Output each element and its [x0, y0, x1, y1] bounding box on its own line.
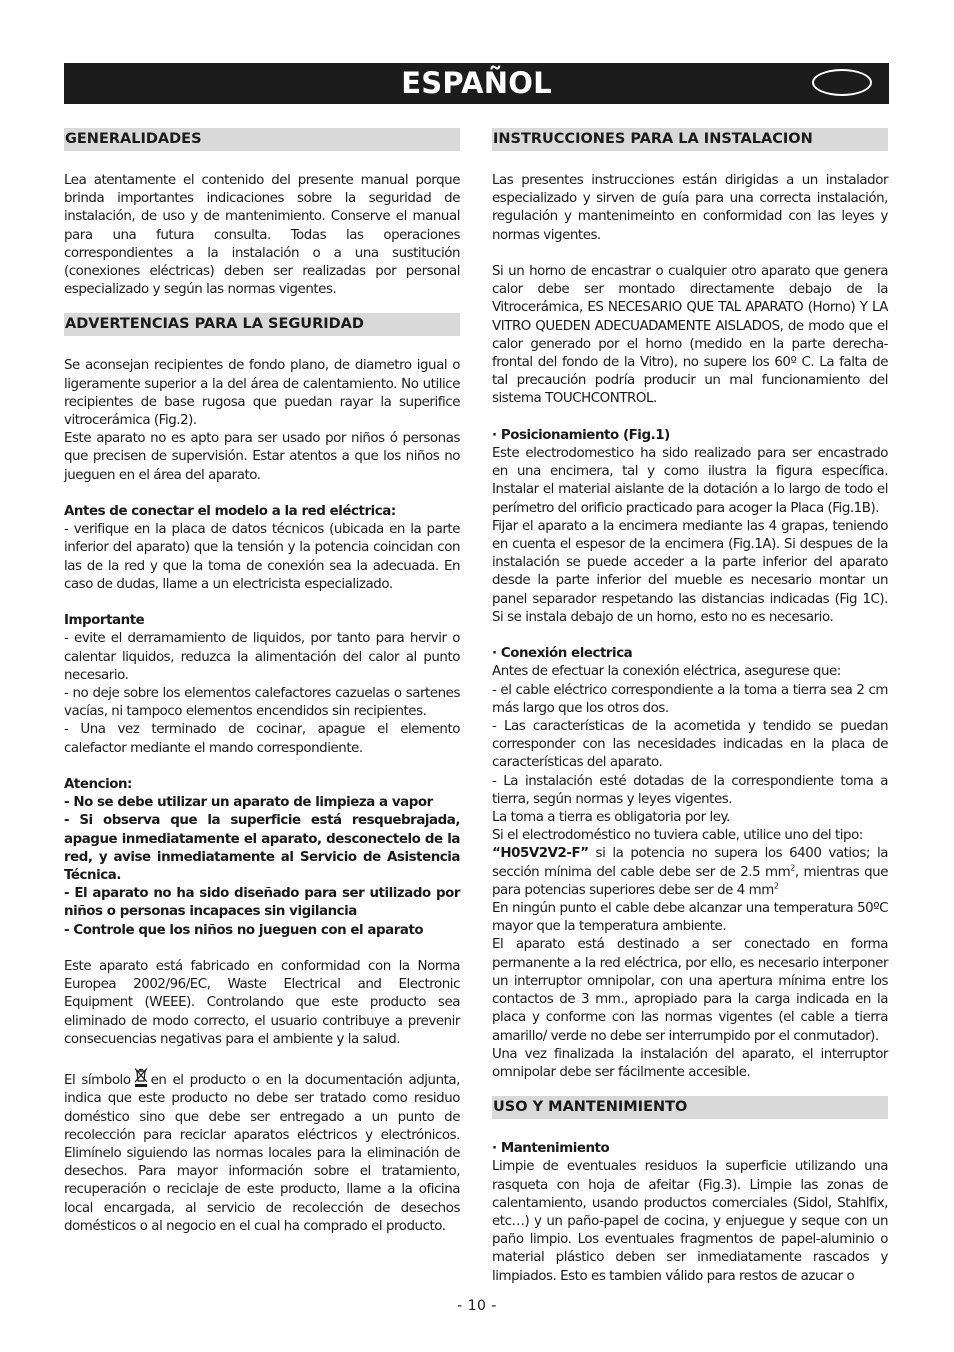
section-heading-generalidades: GENERALIDADES	[64, 128, 460, 151]
conexion-cable-spec: “H05V2V2-F” si la potencia no supera los 6400 vatios; la sección mínima del cable debe ser de 2.5 $mm^2$, mientras que para potencias superiores debe ser de 4 $mm^2$	[492, 846, 888, 898]
conexion-omnipolar: El aparato está destinado a ser conectado en forma permanente a la red eléctrica, por ello, es necesario interponer un interruptor omnipolar, con una apertura mínima entre los contactos de 3 mm., apropiado para la carga indicada en la placa y conforme con las normas vigentes (el cable a tierra amarillo/ verde no debe ser interrumpido por el conmutador).	[492, 937, 888, 1044]
atencion-item-3: - El aparato no ha sido diseñado para ser utilizado por niños o personas incapaces sin vigilancia	[64, 886, 460, 920]
left-column	[64, 128, 460, 1236]
atencion-title: Atencion:	[64, 777, 132, 793]
page-number: - 10 -	[457, 1298, 497, 1314]
mantenimiento-paragraph: Limpie de eventuales residuos la superficie utilizando una rasqueta con hoja de afeitar (Fig.3). Limpie las zonas de calentamiento, usando productos comerciales (Sidol, Stahlfix, etc…) y un paño-papel de cocina, y enjuegue y seque con un paño limpio. Los eventuales fragmentos de papel-aluminio o material plástico deben ser inmediatamente rascados y limpiados. Esto es tambien válido para restos de azucar o	[492, 1159, 888, 1284]
simbolo-pre: El símbolo	[64, 1073, 131, 1089]
posicionamiento-title: · Posicionamiento (Fig.1)	[492, 427, 670, 443]
cable-type: “H05V2V2-F”	[492, 846, 589, 862]
simbolo-post: en el producto o en la documentación adjunta, indica que este producto no debe ser tratado como residuo doméstico sino que debe ser entregado a un punto de recolección para reciclar aparatos eléctricos y electrónicos. Elimínelo siguiendo las normas locales para la eliminación de desechos. Para mayor información sobre el tratamiento, recuperación o reciclaje de este producto, llame a la oficina local encargada, al servicio de recolección de desechos domésticos o al negocio en el cual ha comprado el producto.	[64, 1073, 460, 1234]
section-heading-advertencias: ADVERTENCIAS PARA LA SEGURIDAD	[64, 313, 460, 336]
advertencias-paragraph-2: Este aparato no es apto para ser usado por niños ó personas que precisen de supervisión. Estar atentos a que los niños no jueguen en el área del aparato.	[64, 431, 460, 483]
simbolo-paragraph	[64, 1067, 460, 1236]
conexion-temperatura: En ningún punto el cable debe alcanzar una temperatura 50ºC mayor que la temperatura ambiente.	[492, 901, 888, 935]
conexion-cable-intro: Si el electrodoméstico no tuviera cable, utilice uno del tipo:	[492, 828, 863, 844]
language-banner	[64, 63, 889, 104]
mantenimiento-title: · Mantenimiento	[492, 1141, 610, 1157]
conexion-final: Una vez finalizada la instalación del aparato, el interruptor omnipolar debe ser fácilmente accesible.	[492, 1046, 888, 1080]
conexion-item-1: - el cable eléctrico correspondiente a la toma a tierra sea 2 cm más largo que los otros dos.	[492, 682, 888, 716]
posicionamiento-paragraph-2: Fijar el aparato a la encimera mediante las 4 grapas, teniendo en cuenta el espesor de la encimera (Fig.1A). Si despues de la instalación se puede acceder a la parte inferior del aparato desde la parte inferior del mueble es necesario montar un panel separador respetando las distancias indicadas (Fig 1C). Si se instala debajo de un horno, esto no es necesario.	[492, 518, 888, 625]
conexion-item-2: - Las características de la acometida y tendido se puedan corresponder con las necesidades indicadas en la placa de características del aparato.	[492, 719, 888, 771]
right-column	[492, 128, 888, 1286]
importante-item-3: - Una vez terminado de cocinar, apague el elemento calefactor mediante el mando correspondiente.	[64, 722, 460, 756]
conexion-title: · Conexión electrica	[492, 646, 633, 662]
instrucciones-paragraph-2: Si un horno de encastrar o cualquier otro aparato que genera calor debe ser montado directamente debajo de la Vitrocerámica, ES NECESARIO QUE TAL APARATO (Horno) Y LA VITRO QUEDEN ADECUADAMENTE AISLADOS, de modo que el calor generado por el horno (medido en la parte derecha-frontal del fondo de la Vitro), no supere los 60º C. La falta de tal precaución podría producir un mal funcionamiento del sistema TOUCHCONTROL.	[492, 264, 888, 407]
section-heading-uso: USO Y MANTENIMIENTO	[492, 1096, 888, 1119]
page-title: ESPAÑOL	[401, 66, 552, 100]
conexion-intro: Antes de efectuar la conexión eléctrica, asegurese que:	[492, 664, 841, 680]
generalidades-paragraph: Lea atentamente el contenido del presente manual porque brinda importantes indicaciones sobre la seguridad de instalación, de uso y de mantenimiento. Conserve el manual para una futura consulta. Todas las operaciones correspondientes a la instalación o a una sustitución (conexiones eléctricas) deben ser realizadas por personal especializado y según las normas vigentes.	[64, 173, 460, 298]
posicionamiento-paragraph-1: Este electrodomestico ha sido realizado para ser encastrado en una encimera, tal y como ilustra la figura específica. Instalar el material aislante de la dotación a lo largo de todo el perímetro del orificio practicado para acoger la Placa (Fig.1B).	[492, 446, 888, 516]
crossed-bin-icon	[133, 1067, 149, 1087]
importante-title: Importante	[64, 613, 145, 629]
atencion-item-4: - Controle que los niños no jueguen con el aparato	[64, 922, 424, 938]
weee-paragraph: Este aparato está fabricado en conformidad con la Norma Europea 2002/96/EC, Waste Electrical and Electronic Equipment (WEEE). Controlando que este producto sea eliminado de modo correcto, el usuario contribuye a prevenir consecuencias negativas para el ambiente y la salud.	[64, 959, 460, 1047]
section-heading-instrucciones: INSTRUCCIONES PARA LA INSTALACION	[492, 128, 888, 151]
instrucciones-paragraph-1: Las presentes instrucciones están dirigidas a un instalador especializado y sirven de guía para una correcta instalación, regulación y mantenimeinto en conformidad con las leyes y normas vigentes.	[492, 173, 888, 243]
antes-title: Antes de conectar el modelo a la red eléctrica:	[64, 504, 396, 520]
atencion-item-2: - Si observa que la superficie está resquebrajada, apague inmediatamente el aparato, desconectelo de la red, y avise inmediatamente al Servicio de Asistencia Técnica.	[64, 813, 460, 884]
atencion-item-1: - No se debe utilizar un aparato de limpieza a vapor	[64, 795, 433, 811]
conexion-item-3: - La instalación esté dotadas de la correspondiente toma a tierra, según normas y leyes vigentes.	[492, 773, 888, 807]
language-badge-oval	[812, 69, 872, 96]
importante-item-2: - no deje sobre los elementos calefactores cazuelas o sartenes vacías, ni tampoco elementos encendidos sin recipientes.	[64, 686, 460, 720]
conexion-obligatoria: La toma a tierra es obligatoria por ley.	[492, 810, 730, 826]
advertencias-paragraph-1: Se aconsejan recipientes de fondo plano, de diametro igual o ligeramente superior a la del área de calentamiento. No utilice recipientes de base rugosa que puedan rayar la superifice vitrocerámica (Fig.2).	[64, 358, 460, 429]
importante-item-1: - evite el derramamiento de liquidos, por tanto para hervir o calentar liquidos, reduzca la alimentación del calor al punto necesario.	[64, 631, 460, 683]
antes-text: - verifique en la placa de datos técnicos (ubicada en la parte inferior del aparato) que la tensión y la potencia coincidan con las de la red y que la toma de conexión sea la adecuada. En caso de dudas, llame a un electricista especializado.	[64, 522, 460, 592]
